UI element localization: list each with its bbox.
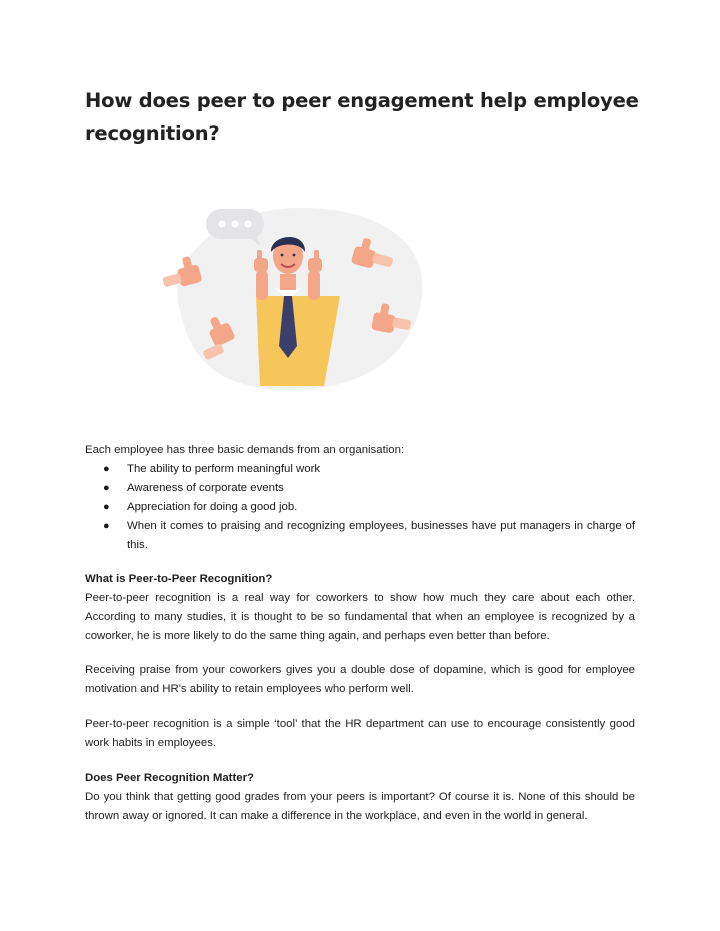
bullet-icon: ●: [103, 482, 110, 494]
paragraph: Receiving praise from your coworkers gives you a double dose of dopamine, which is good for employee motivation and HR's ability to retain employees who perform well.: [85, 664, 635, 695]
section-heading: What is Peer-to-Peer Recognition?: [85, 573, 273, 585]
paragraph: Do you think that getting good grades from your peers is important? Of course it is. None of this should be thrown away or ignored. It can make a difference in the workplace, and even in the world in general.: [85, 791, 635, 822]
bullet-icon: ●: [103, 501, 110, 513]
list-item: [85, 498, 635, 517]
paragraph: Peer-to-peer recognition is a simple ‘tool’ that the HR department can use to encourage consistently good work habits in employees.: [85, 718, 635, 749]
intro-text: Each employee has three basic demands from an organisation:: [85, 444, 405, 456]
bullet-icon: ●: [103, 463, 110, 475]
list-item: [85, 517, 635, 555]
list-item-text: Appreciation for doing a good job.: [127, 501, 298, 513]
page-title: How does peer to peer engagement help employee recognition?: [85, 89, 639, 145]
list-item: [85, 479, 635, 498]
demands-list: [85, 460, 635, 555]
paragraph: Peer-to-peer recognition is a real way for coworkers to show how much they care about each other. According to many studies, it is thought to be so fundamental that when an employee is recognized by a coworker, he is more likely to do the same thing again, and perhaps even better than before.: [85, 592, 635, 642]
list-item-text: Awareness of corporate events: [127, 482, 284, 494]
list-item: [85, 460, 635, 479]
peer-recognition-illustration: [160, 200, 430, 400]
bullet-icon: ●: [103, 520, 110, 532]
list-item-text: The ability to perform meaningful work: [127, 463, 321, 475]
list-item-text: When it comes to praising and recognizing employees, businesses have put managers in charge of this.: [127, 520, 635, 551]
section-heading: Does Peer Recognition Matter?: [85, 772, 254, 784]
